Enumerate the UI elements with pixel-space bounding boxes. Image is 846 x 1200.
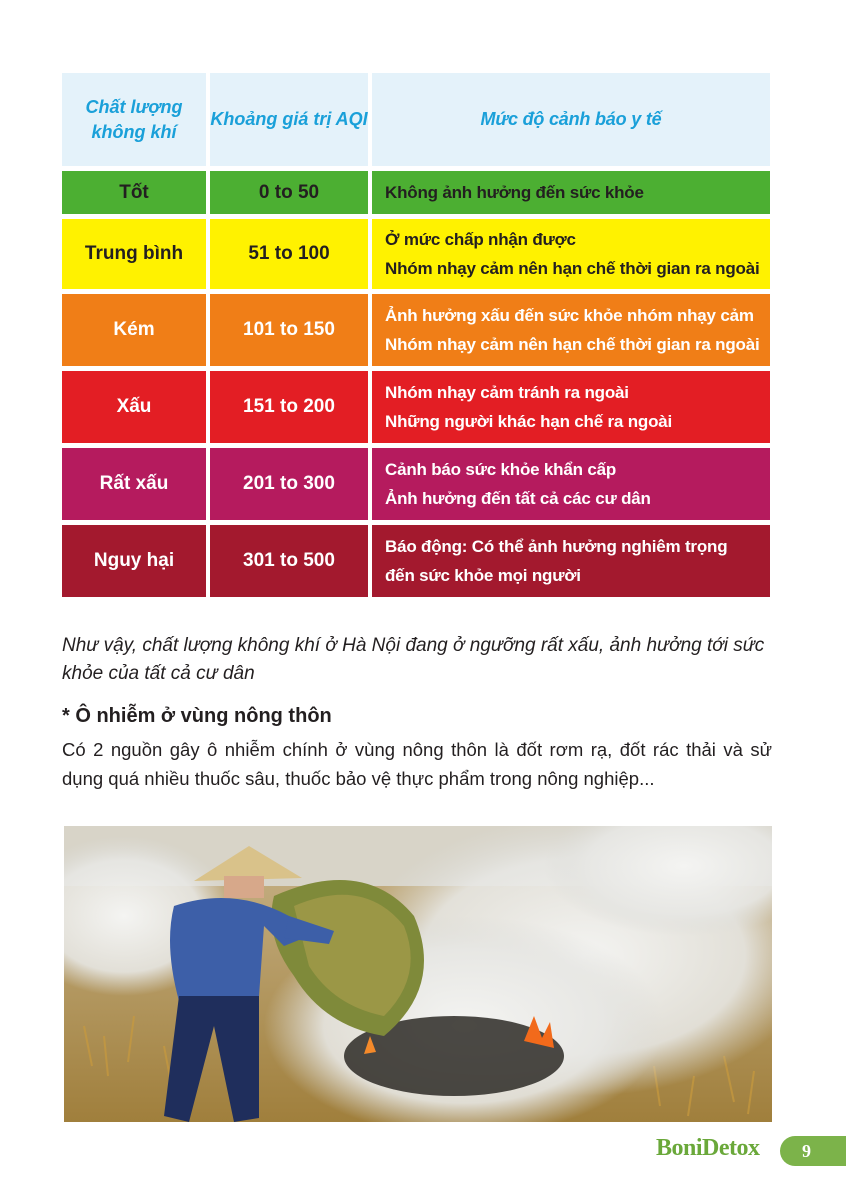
health-warning-line: Nhóm nhạy cảm nên hạn chế thời gian ra ngoài xyxy=(385,335,760,354)
section-paragraph: Có 2 nguồn gây ô nhiễm chính ở vùng nông thôn là đốt rơm rạ, đốt rác thải và sử dụng quá nhiều thuốc sâu, thuốc bảo vệ thực phẩm trong nông nghiệp... xyxy=(62,739,772,789)
aqi-range: 51 to 100 xyxy=(210,219,368,289)
health-warning xyxy=(372,371,770,443)
health-warning-line: Nhóm nhạy cảm tránh ra ngoài xyxy=(385,383,629,402)
air-quality-level: Trung bình xyxy=(62,219,206,289)
aqi-row xyxy=(62,171,770,214)
air-quality-level: Nguy hại xyxy=(62,525,206,597)
table-caption: Như vậy, chất lượng không khí ở Hà Nội đang ở ngưỡng rất xấu, ảnh hưởng tới sức khỏe của tất cả cư dân xyxy=(62,635,765,684)
health-warning xyxy=(372,171,770,214)
health-warning-line: Ở mức chấp nhận được xyxy=(385,230,576,249)
air-quality-level: Tốt xyxy=(62,171,206,214)
aqi-row xyxy=(62,219,770,289)
aqi-range: 301 to 500 xyxy=(210,525,368,597)
section-title: * Ô nhiễm ở vùng nông thôn xyxy=(62,705,332,727)
health-warning-line: Cảnh báo sức khỏe khẩn cấp xyxy=(385,460,617,479)
health-warning-line: Không ảnh hưởng đến sức khỏe xyxy=(385,183,644,202)
health-warning-line: Ảnh hưởng đến tất cả các cư dân xyxy=(385,489,651,508)
aqi-range: 0 to 50 xyxy=(210,171,368,214)
aqi-table xyxy=(62,73,770,597)
health-warning-line: Báo động: Có thể ảnh hưởng nghiêm trọng xyxy=(385,537,728,556)
aqi-row xyxy=(62,371,770,443)
header-health-warning: Mức độ cảnh báo y tế xyxy=(372,73,770,166)
brand-logo: BoniDetox xyxy=(656,1135,760,1161)
health-warning-line: đến sức khỏe mọi người xyxy=(385,566,581,585)
health-warning xyxy=(372,219,770,289)
health-warning xyxy=(372,525,770,597)
aqi-range: 101 to 150 xyxy=(210,294,368,366)
air-quality-level: Kém xyxy=(62,294,206,366)
straw-burning-photo xyxy=(64,826,772,1122)
header-aqi-range: Khoảng giá trị AQI xyxy=(210,73,368,166)
aqi-row xyxy=(62,448,770,520)
air-quality-level: Xấu xyxy=(62,371,206,443)
air-quality-level: Rất xấu xyxy=(62,448,206,520)
health-warning-line: Nhóm nhạy cảm nên hạn chế thời gian ra ngoài xyxy=(385,259,760,278)
aqi-row xyxy=(62,525,770,597)
health-warning-line: Ảnh hưởng xấu đến sức khỏe nhóm nhạy cảm xyxy=(385,306,754,325)
aqi-range: 151 to 200 xyxy=(210,371,368,443)
aqi-range: 201 to 300 xyxy=(210,448,368,520)
health-warning xyxy=(372,448,770,520)
aqi-row xyxy=(62,294,770,366)
table-header-row xyxy=(62,73,770,166)
health-warning xyxy=(372,294,770,366)
page-number: 9 xyxy=(780,1136,846,1166)
health-warning-line: Những người khác hạn chế ra ngoài xyxy=(385,412,673,431)
header-air-quality: Chất lượng không khí xyxy=(62,73,206,166)
